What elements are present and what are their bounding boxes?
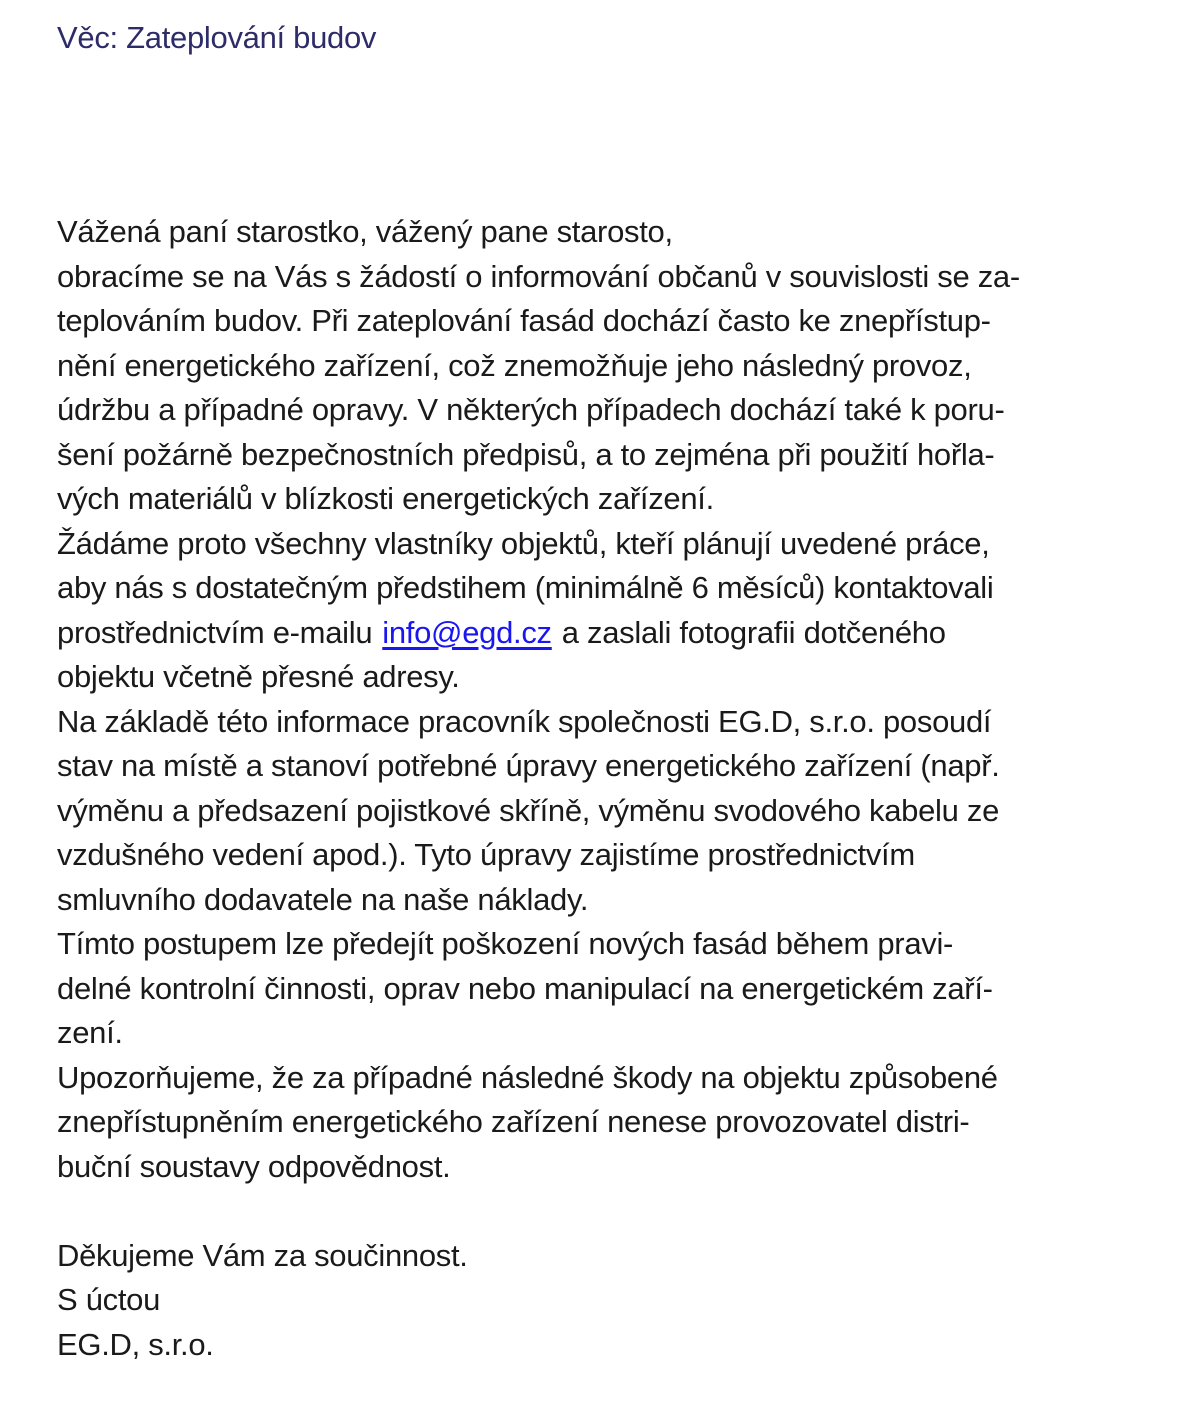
body-line: údržbu a případné opravy. V některých případech dochází také k poru- <box>57 392 1005 427</box>
body-line: objektu včetně přesné adresy. <box>57 659 460 694</box>
body-line: Žádáme proto všechny vlastníky objektů, kteří plánují uvedené práce, <box>57 525 990 561</box>
body-line: stav na místě a stanoví potřebné úpravy energetického zařízení (např. <box>57 748 1000 783</box>
body-line: Tímto postupem lze předejít poškození nových fasád během pravi- <box>57 926 954 961</box>
body-line: šení požárně bezpečnostních předpisů, a to zejména při použití hořla- <box>57 436 995 472</box>
body-line: výměnu a předsazení pojistkové skříně, výměnu svodového kabelu ze <box>57 792 1000 828</box>
body-line: nění energetického zařízení, což znemožňuje jeho následný provoz, <box>57 347 972 383</box>
body-line: aby nás s dostatečným předstihem (minimálně 6 měsíců) kontaktovali <box>57 570 994 605</box>
salutation-line: Vážená paní starostko, vážený pane starosto, <box>57 214 673 249</box>
email-line-after: a zaslali fotografii dotčeného <box>561 614 946 650</box>
body-line: buční soustavy odpovědnost. <box>57 1148 451 1184</box>
letter-body <box>57 210 1160 1367</box>
body-line: Na základě této informace pracovník společnosti EG.D, s.r.o. posoudí <box>57 703 992 739</box>
body-line: smluvního dodavatele na naše náklady. <box>57 881 589 917</box>
body-line: znepřístupněním energetického zařízení nenese provozovatel distri- <box>57 1104 970 1139</box>
blank-line <box>57 1189 1160 1234</box>
body-line: zení. <box>57 1015 123 1050</box>
subject-line: Věc: Zateplování budov <box>57 20 377 55</box>
body-line: vých materiálů v blízkosti energetických zařízení. <box>57 481 714 516</box>
closing-regards-line: S úctou <box>57 1282 161 1317</box>
body-line: Upozorňujeme, že za případné následné škody na objektu způsobené <box>57 1059 998 1095</box>
body-line: obracíme se na Vás s žádostí o informování občanů v souvislosti se za- <box>57 258 1020 294</box>
body-line: vzdušného vedení apod.). Tyto úpravy zajistíme prostřednictvím <box>57 837 915 872</box>
body-line: delné kontrolní činnosti, oprav nebo manipulací na energetickém zaří- <box>57 970 993 1006</box>
body-line-with-email <box>57 611 1160 656</box>
body-line: teplováním budov. Při zateplování fasád dochází často ke znepřístup- <box>57 303 991 338</box>
email-line-before: prostřednictvím e-mailu <box>57 614 373 650</box>
email-link[interactable]: info@egd.cz <box>382 614 552 650</box>
closing-thanks-line: Děkujeme Vám za součinnost. <box>57 1237 468 1273</box>
closing-signature-line: EG.D, s.r.o. <box>57 1326 214 1362</box>
